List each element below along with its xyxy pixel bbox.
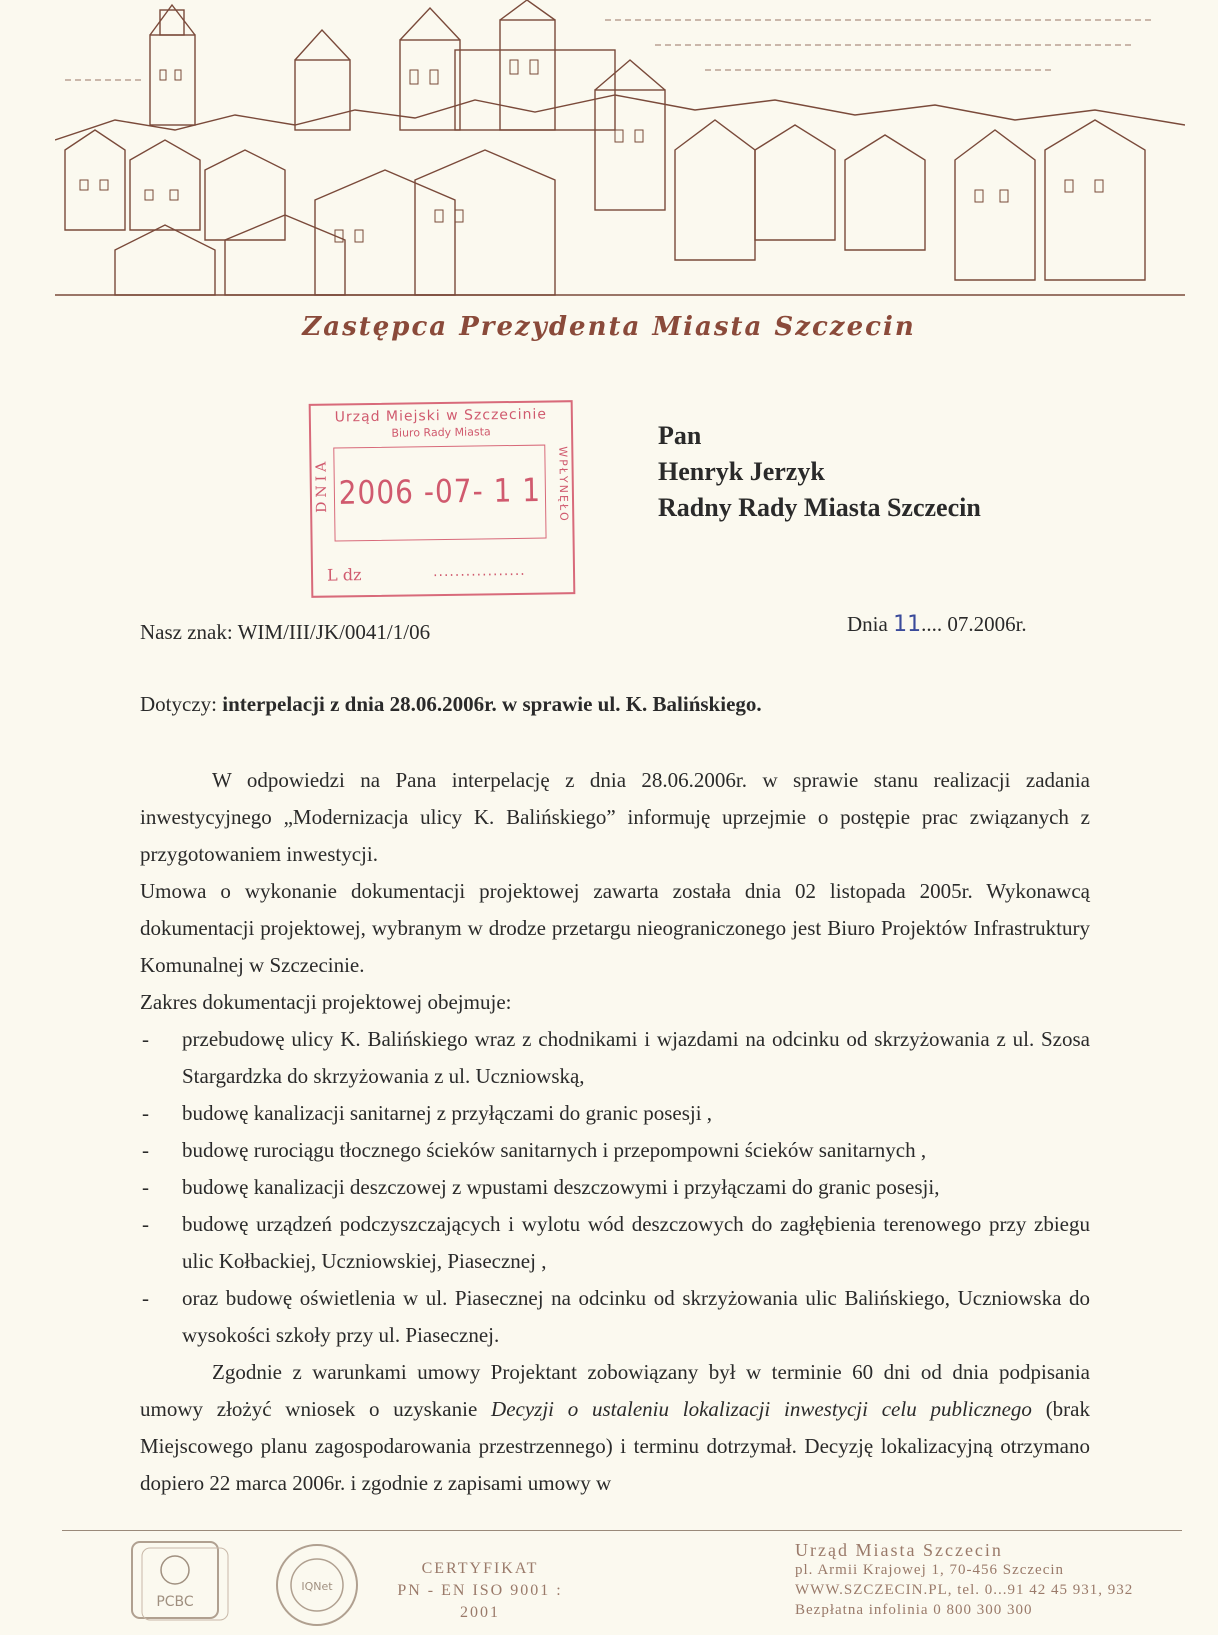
received-stamp	[309, 400, 576, 598]
recipient-name: Henryk Jerzyk	[658, 457, 825, 486]
recipient-role: Radny Rady Miasta Szczecin	[658, 493, 981, 522]
stamp-office: Urząd Miejski w Szczecinie	[334, 406, 548, 426]
reference-line	[140, 620, 430, 645]
reference-label: Nasz znak:	[140, 620, 233, 644]
recipient-block	[658, 418, 981, 526]
letter-body	[140, 762, 1090, 1502]
body-paragraph-3: Zakres dokumentacji projektowej obejmuje:	[140, 990, 512, 1014]
decision-title: Decyzji o ustaleniu lokalizacji inwestycji celu publicznego	[491, 1397, 1032, 1421]
stamp-label-right: WPŁYNĘŁO	[556, 446, 571, 523]
svg-text:PCBC: PCBC	[156, 1594, 194, 1610]
address-office-name: Urząd Miasta Szczecin	[795, 1540, 1003, 1560]
stamp-date: 2006 -07- 1 1	[338, 471, 542, 512]
list-item: - oraz budowę oświetlenia w ul. Piasecznej na odcinku od skrzyżowania ulic Balińskiego, Uczniowska do wysokości szkoły przy ul. Piasecznej.	[140, 1280, 1090, 1354]
subject-label: Dotyczy:	[140, 692, 217, 716]
date-prefix: Dnia	[847, 612, 888, 636]
iqnet-logo-icon	[272, 1540, 362, 1630]
address-web-phone: WWW.SZCZECIN.PL, tel. 0...91 42 45 931, 932	[795, 1582, 1134, 1598]
certificate-standard: PN - EN ISO 9001 : 2001	[397, 1582, 563, 1621]
subject-line	[140, 692, 762, 717]
list-item: - budowę kanalizacji sanitarnej z przyłączami do granic posesji ,	[140, 1095, 1090, 1132]
list-item: - budowę rurociągu tłocznego ścieków sanitarnych i przepompowni ścieków sanitarnych ,	[140, 1132, 1090, 1169]
scope-list	[140, 1021, 1090, 1354]
stamp-ldz-label: L dz	[326, 565, 362, 585]
recipient-salutation: Pan	[658, 421, 702, 450]
address-street: pl. Armii Krajowej 1, 70-456 Szczecin	[795, 1562, 1065, 1578]
stamp-label-left: DNIA	[313, 457, 331, 513]
stamp-date-box	[333, 445, 546, 542]
pcbc-logo-icon	[130, 1540, 230, 1622]
subject-text: interpelacji z dnia 28.06.2006r. w sprawie ul. K. Balińskiego.	[222, 692, 762, 716]
city-skyline-illustration	[55, 0, 1185, 305]
footer-divider	[62, 1530, 1182, 1531]
body-paragraph-4-end: (brak Miejscowego planu zagospodarowania przestrzennego) i terminu dotrzymał. Decyzję lokalizacyjną otrzymano dopiero 22 marca 2006r. i zgodnie z zapisami umowy w	[140, 1397, 1090, 1495]
address-infoline: Bezpłatna infolinia 0 800 300 300	[795, 1602, 1033, 1618]
body-paragraph-1: W odpowiedzi na Pana interpelację z dnia 28.06.2006r. w sprawie stanu realizacji zadania inwestycyjnego „Modernizacja ulicy K. Balińskiego” informuję uprzejmie o postępie prac związanych z przygotowaniem inwestycji.	[140, 768, 1090, 866]
certificate-info	[380, 1558, 580, 1624]
stamp-ldz-dots: .................	[432, 562, 526, 581]
svg-text:IQNet: IQNet	[301, 1580, 333, 1593]
stamp-department: Biuro Rady Miasta	[391, 425, 491, 440]
list-item: - budowę kanalizacji deszczowej z wpustami deszczowymi i przyłączami do granic posesji,	[140, 1169, 1090, 1206]
body-paragraph-2: Umowa o wykonanie dokumentacji projektowej zawarta została dnia 02 listopada 2005r. Wykonawcą dokumentacji projektowej, wybranym w drodze przetargu nieograniczonego jest Biuro Projektów Infrastruktury Komunalnej w Szczecinie.	[140, 879, 1090, 977]
list-item: - przebudowę ulicy K. Balińskiego wraz z chodnikami i wjazdami na odcinku od skrzyżowania z ul. Szosa Stargardzka do skrzyżowania z ul. Uczniowską,	[140, 1021, 1090, 1095]
list-item: - budowę urządzeń podczyszczających i wylotu wód deszczowych do zagłębienia terenowego przy zbiegu ulic Kołbackiej, Uczniowskiej, Piasecznej ,	[140, 1206, 1090, 1280]
date-suffix: 07.2006r.	[947, 612, 1027, 636]
date-handwritten-day: 11	[893, 612, 922, 637]
office-address	[795, 1540, 1133, 1620]
certificate-title: CERTYFIKAT	[421, 1560, 539, 1577]
date-line: Dnia 11.... 07.2006r.	[847, 612, 1027, 637]
body-paragraph-4-start: Zgodnie z warunkami umowy Projektant zobowiązany był w terminie 60 dni od dnia podpisania umowy złożyć wniosek o uzyskanie	[140, 1360, 1090, 1421]
reference-value: WIM/III/JK/0041/1/06	[237, 620, 431, 644]
office-title: Zastępca Prezydenta Miasta Szczecin	[302, 312, 916, 342]
body-paragraph-4	[140, 1354, 1090, 1502]
